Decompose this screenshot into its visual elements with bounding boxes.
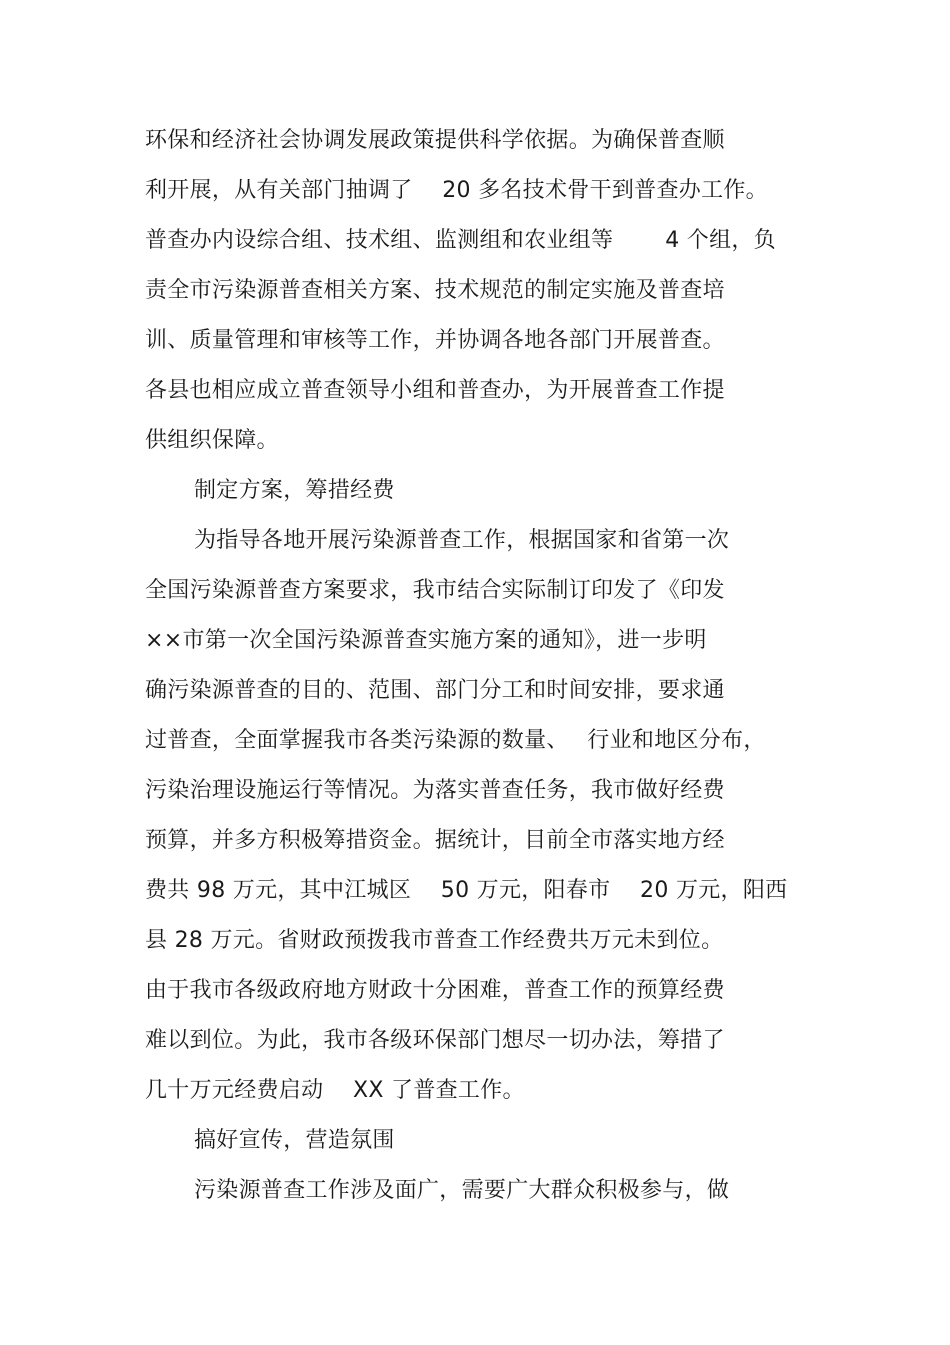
section-heading: 搞好宣传，营造氛围 — [194, 1128, 395, 1153]
body-text-line: 利开展，从有关部门抽调了 20 多名技术骨干到普查办工作。 — [145, 178, 768, 203]
body-text-line: 责全市污染源普查相关方案、技术规范的制定实施及普查培 — [145, 278, 725, 303]
body-text-line: 过普查，全面掌握我市各类污染源的数量、 行业和地区分布， — [145, 728, 766, 753]
body-text-line: 环保和经济社会协调发展政策提供科学依据。为确保普查顺 — [145, 128, 725, 153]
body-text-line: 供组织保障。 — [145, 428, 279, 453]
body-text-line: 费共 98 万元，其中江城区 50 万元，阳春市 20 万元，阳西 — [145, 878, 788, 903]
body-text-line: 由于我市各级政府地方财政十分困难，普查工作的预算经费 — [145, 978, 725, 1003]
body-text-line: ××市第一次全国污染源普查实施方案的通知》，进一步明 — [145, 628, 707, 653]
body-text-line: 预算，并多方积极筹措资金。据统计，目前全市落实地方经 — [145, 828, 725, 853]
body-text-line: 训、质量管理和审核等工作，并协调各地各部门开展普查。 — [145, 328, 725, 353]
body-text-line: 县 28 万元。省财政预拨我市普查工作经费共万元未到位。 — [145, 928, 724, 953]
body-text-line: 几十万元经费启动 XX 了普查工作。 — [145, 1078, 525, 1103]
body-text-line: 各县也相应成立普查领导小组和普查办，为开展普查工作提 — [145, 378, 725, 403]
body-text-line: 普查办内设综合组、技术组、监测组和农业组等 4 个组，负 — [145, 228, 776, 253]
body-text-line: 为指导各地开展污染源普查工作，根据国家和省第一次 — [194, 528, 730, 553]
body-text-line: 污染治理设施运行等情况。为落实普查任务，我市做好经费 — [145, 778, 725, 803]
body-text-line: 难以到位。为此，我市各级环保部门想尽一切办法，筹措了 — [145, 1028, 725, 1053]
section-heading: 制定方案，筹措经费 — [194, 478, 395, 503]
body-text-line: 确污染源普查的目的、范围、部门分工和时间安排，要求通 — [145, 678, 725, 703]
body-text-line: 全国污染源普查方案要求，我市结合实际制订印发了《印发 — [145, 578, 725, 603]
body-text-line: 污染源普查工作涉及面广，需要广大群众积极参与，做 — [194, 1178, 730, 1203]
